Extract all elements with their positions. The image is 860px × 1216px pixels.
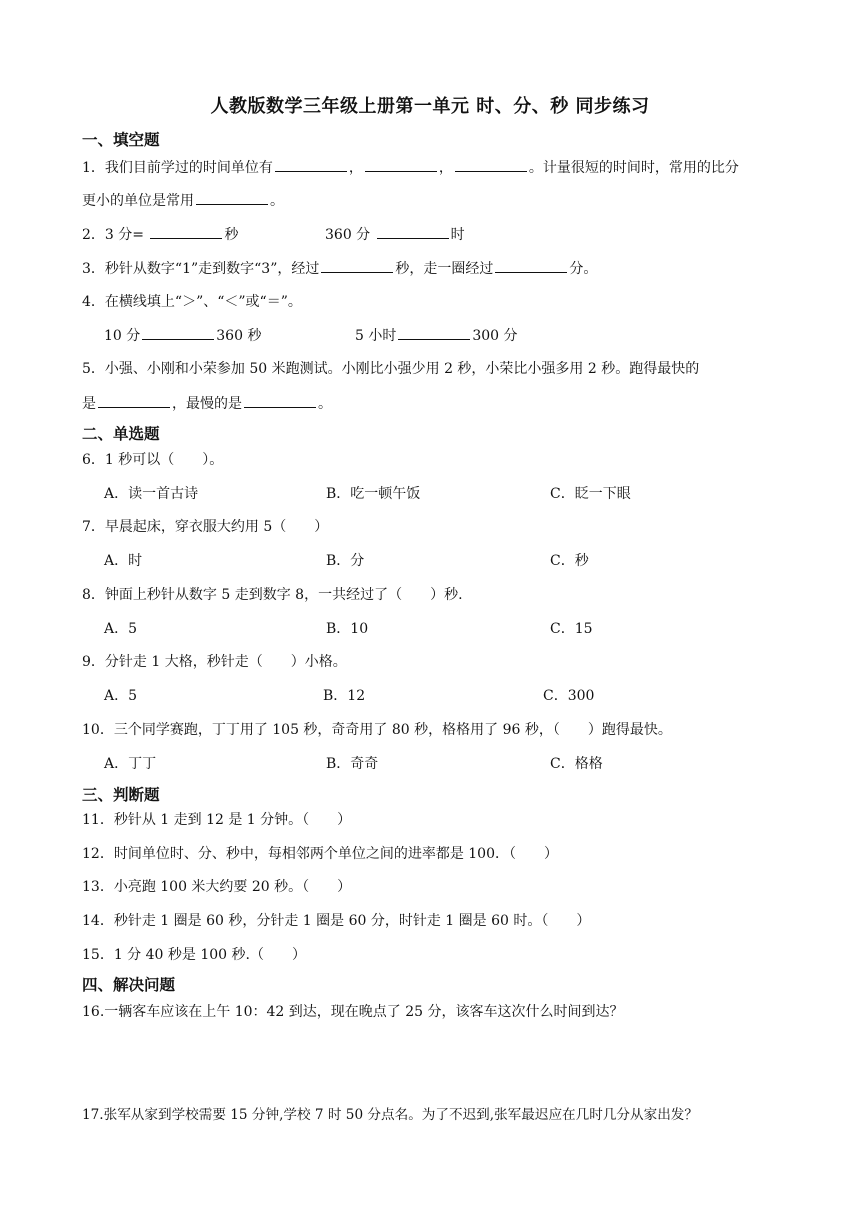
question-12: 12．时间单位时、分、秒中，每相邻两个单位之间的进率都是 100．（ ） (82, 846, 558, 862)
question-text: 360 秒 (216, 328, 262, 344)
question-1-line-1 (82, 157, 739, 178)
question-text: 秒 (224, 227, 239, 243)
answer-blank[interactable] (377, 224, 449, 239)
question-text: 3．秒针从数字“1”走到数字“3”，经过 (82, 261, 320, 277)
option-b[interactable]: B．奇奇 (326, 756, 379, 772)
page-title: 人教版数学三年级上册第一单元 时、分、秒 同步练习 (210, 96, 650, 117)
answer-blank[interactable] (150, 224, 222, 239)
question-2-part-b (325, 224, 465, 245)
option-b[interactable]: B．吃一顿午饭 (326, 486, 421, 502)
question-text: 更小的单位是常用 (82, 193, 194, 209)
question-text: 10 分 (104, 328, 141, 344)
section-heading-solve: 四、解决问题 (82, 976, 176, 994)
question-16: 16.一辆客车应该在上午 10：42 到达，现在晚点了 25 分，该客车这次什么时间到达？ (82, 1004, 624, 1020)
question-text: 。 (270, 193, 284, 209)
option-b[interactable]: B．分 (326, 553, 365, 569)
answer-blank[interactable] (142, 325, 214, 340)
option-b[interactable]: B．10 (326, 621, 369, 637)
option-c[interactable]: C．300 (543, 688, 595, 704)
question-9: 9．分针走 1 大格，秒针走（ ）小格。 (82, 654, 347, 670)
question-8: 8．钟面上秒针从数字 5 走到数字 8，一共经过了（ ）秒. (82, 587, 463, 603)
question-text: 分。 (569, 261, 598, 277)
question-13: 13．小亮跑 100 米大约要 20 秒。（ ） (82, 879, 352, 895)
section-heading-judge: 三、判断题 (82, 786, 160, 804)
question-4: 4．在横线填上“＞”、“＜”或“＝”。 (82, 294, 302, 310)
question-5-line-1: 5．小强、小刚和小荣参加 50 米跑测试。小刚比小强少用 2 秒，小荣比小强多用 2 秒。跑得最快的 (82, 361, 700, 377)
option-a[interactable]: A．5 (104, 621, 138, 637)
option-c[interactable]: C．15 (550, 621, 593, 637)
option-c[interactable]: C．秒 (550, 553, 589, 569)
option-a[interactable]: A．读一首古诗 (104, 486, 199, 502)
question-7: 7．早晨起床，穿衣服大约用 5（ ） (82, 519, 329, 535)
option-b[interactable]: B．12 (323, 688, 366, 704)
answer-blank[interactable] (495, 258, 567, 273)
answer-blank[interactable] (98, 393, 170, 408)
question-6: 6．1 秒可以（ ）。 (82, 452, 224, 468)
question-text: 360 分 (325, 227, 371, 243)
question-text: ， (438, 160, 453, 176)
question-3 (82, 258, 597, 279)
section-heading-fill: 一、填空题 (82, 131, 160, 149)
question-5-line-2 (82, 393, 332, 414)
question-text: 2．3 分= (82, 227, 144, 243)
question-11: 11．秒针从 1 走到 12 是 1 分钟。（ ） (82, 812, 352, 828)
question-text: ， (348, 160, 363, 176)
question-text: ，最慢的是 (172, 396, 242, 412)
question-1-line-2 (82, 190, 284, 211)
answer-blank[interactable] (275, 157, 347, 172)
answer-blank[interactable] (196, 190, 268, 205)
question-15: 15．1 分 40 秒是 100 秒.（ ） (82, 947, 306, 963)
answer-blank[interactable] (244, 393, 316, 408)
question-text: 1．我们目前学过的时间单位有 (82, 160, 273, 176)
option-a[interactable]: A．丁丁 (104, 756, 157, 772)
question-4-part-b (355, 325, 518, 346)
question-10: 10．三个同学赛跑，丁丁用了 105 秒，奇奇用了 80 秒，格格用了 96 秒，（ ）跑得最快。 (82, 722, 672, 738)
question-2 (82, 224, 238, 245)
answer-blank[interactable] (455, 157, 527, 172)
section-heading-choice: 二、单选题 (82, 425, 160, 443)
answer-blank[interactable] (365, 157, 437, 172)
question-17: 17.张军从家到学校需要 15 分钟,学校 7 时 50 分点名。为了不迟到,张军最迟应在几时几分从家出发？ (82, 1107, 698, 1123)
option-c[interactable]: C．格格 (550, 756, 603, 772)
question-text: 是 (82, 396, 96, 412)
option-a[interactable]: A．时 (104, 553, 143, 569)
answer-blank[interactable] (321, 258, 393, 273)
question-text: 秒，走一圈经过 (395, 261, 494, 277)
question-text: 时 (450, 227, 465, 243)
question-text: 5 小时 (355, 328, 397, 344)
answer-blank[interactable] (398, 325, 470, 340)
question-text: 300 分 (472, 328, 518, 344)
question-text: 。 (318, 396, 332, 412)
question-14: 14．秒针走 1 圈是 60 秒，分针走 1 圈是 60 分，时针走 1 圈是 60 时。（ ） (82, 913, 591, 929)
question-text: 。计量很短的时间时，常用的比分 (528, 160, 739, 176)
option-a[interactable]: A．5 (104, 688, 138, 704)
option-c[interactable]: C．眨一下眼 (550, 486, 631, 502)
question-4-part-a (104, 325, 261, 346)
